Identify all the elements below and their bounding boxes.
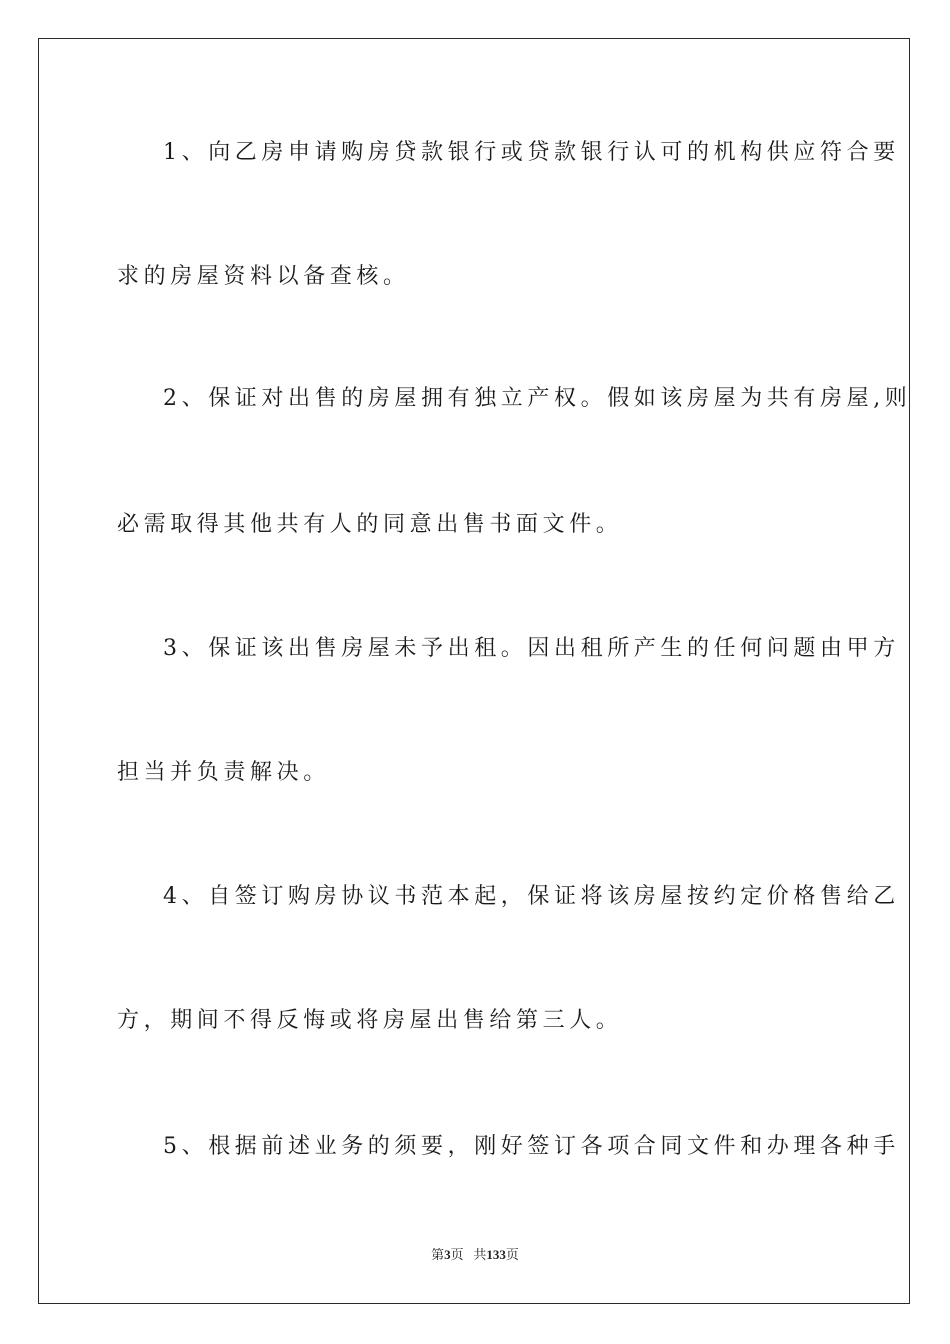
paragraph-1-line-2: 求的房屋资料以备查核。	[117, 264, 410, 289]
paragraph-1-line-1: 1、向乙房申请购房贷款银行或贷款银行认可的机构供应符合要	[163, 140, 900, 165]
page-number: 3	[444, 1247, 451, 1262]
paragraph-4-line-1: 4、自签订购房协议书范本起，保证将该房屋按约定价格售给乙	[163, 884, 900, 909]
total-prefix: 共	[473, 1247, 487, 1262]
page-prefix: 第	[431, 1247, 445, 1262]
page-border	[38, 38, 910, 1304]
page-suffix: 页	[450, 1247, 464, 1262]
paragraph-5-line-1: 5、根据前述业务的须要，刚好签订各项合同文件和办理各种手	[163, 1134, 900, 1159]
paragraph-3-line-1: 3、保证该出售房屋未予出租。因出租所产生的任何问题由甲方	[163, 636, 900, 661]
total-pages: 133	[486, 1247, 506, 1262]
paragraph-2-line-2: 必需取得其他共有人的同意出售书面文件。	[117, 512, 623, 537]
paragraph-3-line-2: 担当并负责解决。	[117, 760, 330, 785]
page-footer	[0, 1244, 950, 1263]
paragraph-2-line-1: 2、保证对出售的房屋拥有独立产权。假如该房屋为共有房屋,则	[163, 386, 912, 411]
paragraph-4-line-2: 方，期间不得反悔或将房屋出售给第三人。	[117, 1008, 623, 1033]
total-suffix: 页	[505, 1247, 519, 1262]
